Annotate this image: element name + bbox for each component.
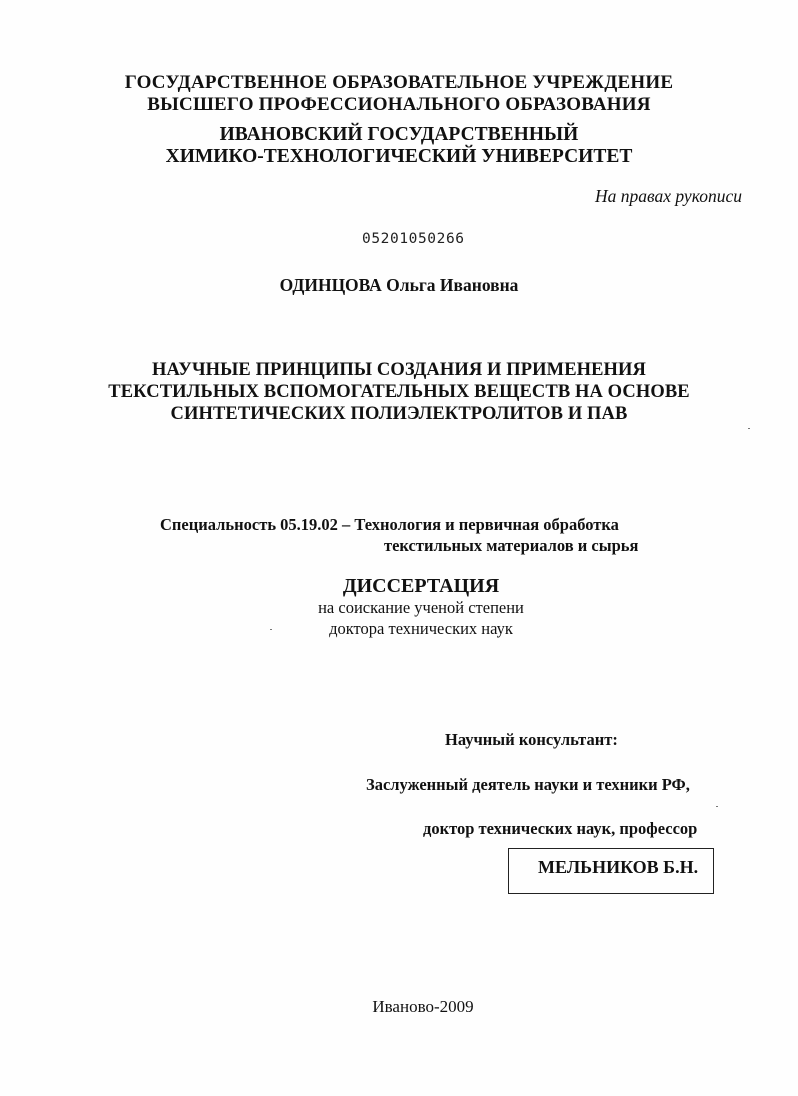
university-line-1: ИВАНОВСКИЙ ГОСУДАРСТВЕННЫЙ <box>219 124 579 145</box>
consultant-degree: доктор технических наук, профессор <box>423 819 698 838</box>
degree-line-2: доктора технических наук <box>329 619 513 638</box>
consultant-honor: Заслуженный деятель науки и техники РФ, <box>366 775 690 794</box>
rights-note: На правах рукописи <box>595 186 742 206</box>
author-surname: ОДИНЦОВА <box>279 275 382 295</box>
scan-speck <box>270 629 272 630</box>
institution-line-2: ВЫСШЕГО ПРОФЕССИОНАЛЬНОГО ОБРАЗОВАНИЯ <box>147 94 651 115</box>
scan-speck <box>748 428 750 429</box>
author-name <box>0 275 798 296</box>
degree-line-1: на соискание ученой степени <box>318 598 524 617</box>
university-line-2: ХИМИКО-ТЕХНОЛОГИЧЕСКИЙ УНИВЕРСИТЕТ <box>165 146 633 167</box>
title-line-2: ТЕКСТИЛЬНЫХ ВСПОМОГАТЕЛЬНЫХ ВЕЩЕСТВ НА ОСНОВЕ <box>108 382 690 402</box>
city-year: Иваново-2009 <box>372 997 474 1016</box>
consultant-name: МЕЛЬНИКОВ Б.Н. <box>538 857 699 877</box>
title-line-1: НАУЧНЫЕ ПРИНЦИПЫ СОЗДАНИЯ И ПРИМЕНЕНИЯ <box>151 360 647 380</box>
consultant-label: Научный консультант: <box>445 730 618 749</box>
author-given-names: Ольга Ивановна <box>386 275 519 295</box>
catalog-number: 05201050266 <box>362 231 465 247</box>
specialty-line-1: Специальность 05.19.02 – Технология и первичная обработка <box>160 515 619 534</box>
title-line-3: СИНТЕТИЧЕСКИХ ПОЛИЭЛЕКТРОЛИТОВ И ПАВ <box>170 404 628 424</box>
institution-line-1: ГОСУДАРСТВЕННОЕ ОБРАЗОВАТЕЛЬНОЕ УЧРЕЖДЕНИЕ <box>124 72 674 93</box>
dissertation-heading: ДИССЕРТАЦИЯ <box>342 575 500 597</box>
specialty-line-2: текстильных материалов и сырья <box>384 536 639 555</box>
scan-speck <box>716 806 718 807</box>
